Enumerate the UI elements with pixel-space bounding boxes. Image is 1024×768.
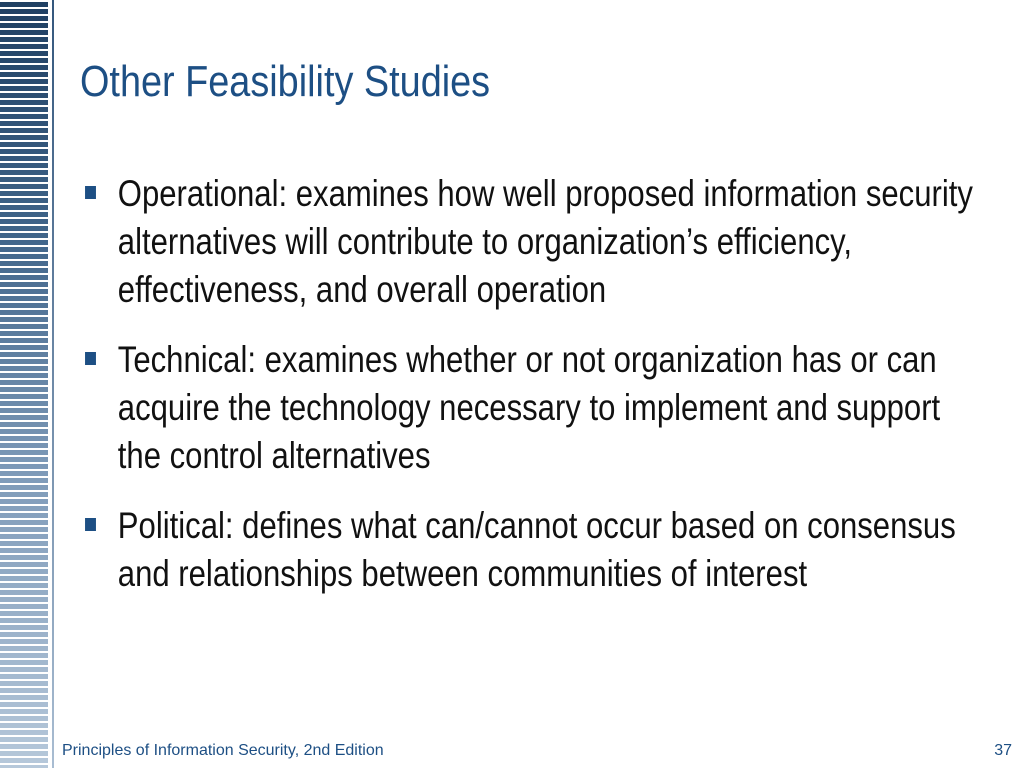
square-bullet-icon bbox=[85, 352, 96, 365]
page-number: 37 bbox=[994, 742, 1012, 759]
bullet-text: Operational: examines how well proposed information security alternatives will contribute to organization’s efficiency, effectiveness, and overall operation bbox=[117, 173, 973, 310]
bullet-list bbox=[80, 170, 979, 620]
slide-title: Other Feasibility Studies bbox=[80, 57, 491, 106]
bullet-item-technical bbox=[80, 336, 979, 480]
vertical-divider bbox=[52, 0, 54, 768]
square-bullet-icon bbox=[85, 186, 96, 199]
bullet-item-political bbox=[80, 502, 979, 598]
footer-book-title: Principles of Information Security, 2nd Edition bbox=[62, 742, 384, 759]
bullet-text: Political: defines what can/cannot occur based on consensus and relationships between communities of interest bbox=[117, 505, 956, 594]
decorative-stripe-bar bbox=[0, 0, 48, 768]
square-bullet-icon bbox=[85, 518, 96, 531]
bullet-text: Technical: examines whether or not organization has or can acquire the technology necessary to implement and support the control alternatives bbox=[117, 339, 941, 476]
bullet-item-operational bbox=[80, 170, 979, 314]
